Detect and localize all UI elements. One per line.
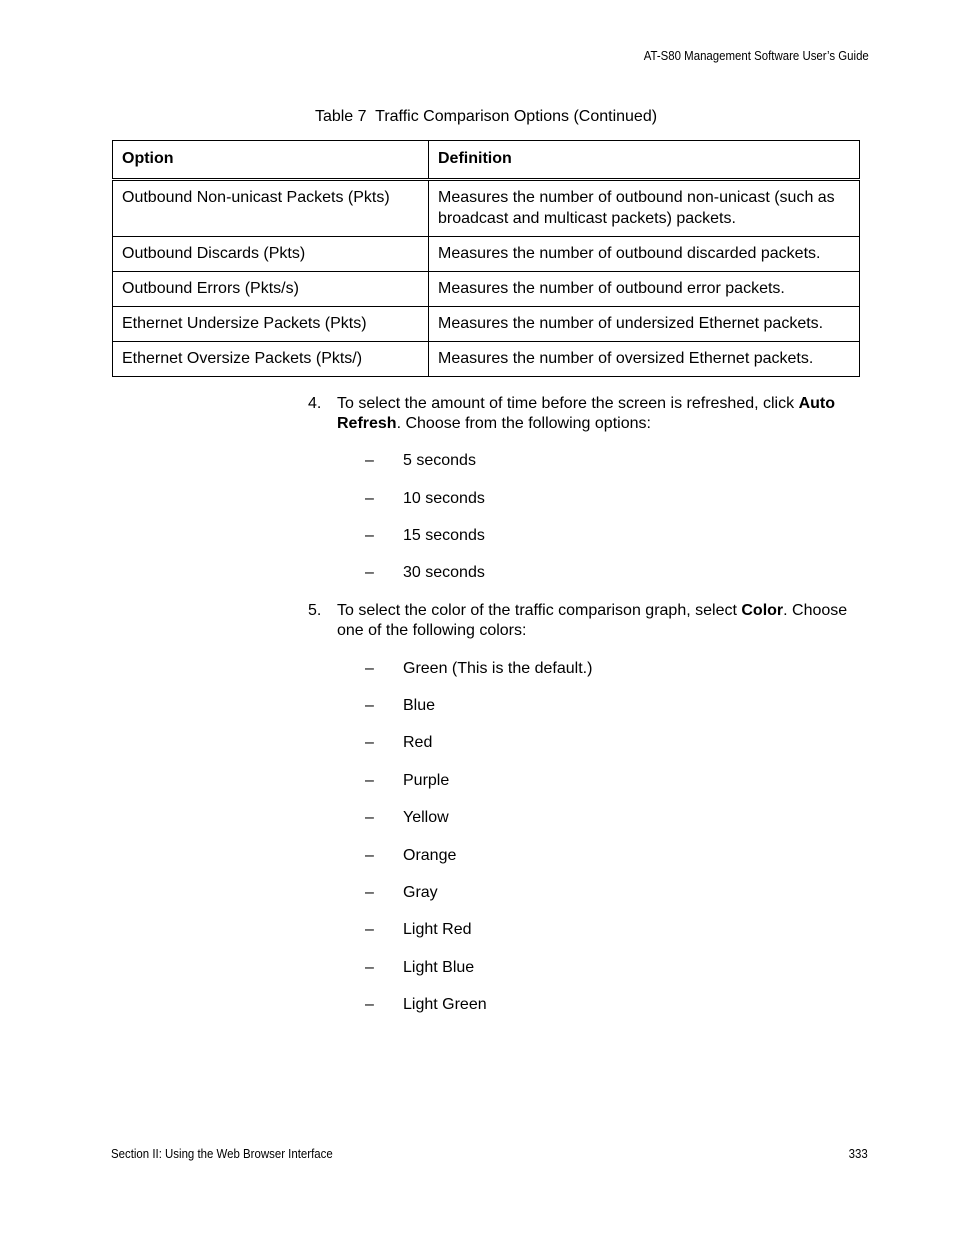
dash-marker: – [365,809,374,826]
list-item [365,451,476,471]
dash-marker: – [365,452,374,469]
option-cell: Outbound Non-unicast Packets (Pkts) [113,180,429,237]
option-cell: Ethernet Oversize Packets (Pkts/) [113,342,429,377]
step-text [337,601,868,641]
definition-cell: Measures the number of outbound error packets. [429,272,860,307]
table-row [113,237,860,272]
dash-marker: – [365,527,374,544]
step-number: 4. [308,395,322,412]
option-label: Purple [403,772,450,789]
step-auto-refresh [308,394,868,434]
table-header-row [113,141,860,180]
step-text-trail: . Choose from the following options: [396,415,651,432]
dash-marker: – [365,734,374,751]
option-label: 5 seconds [403,452,476,469]
option-label: 30 seconds [403,564,485,581]
dash-marker: – [365,921,374,938]
option-label: Light Red [403,921,472,938]
list-item [365,920,472,940]
ui-term-color: Color [741,602,784,619]
option-label: Yellow [403,809,449,826]
option-label: 10 seconds [403,490,485,507]
step-text [337,394,868,434]
dash-marker: – [365,564,374,581]
definition-cell: Measures the number of outbound discarded packets. [429,237,860,272]
dash-marker: – [365,996,374,1013]
ui-term-auto-refresh: Auto Refresh [337,395,835,432]
option-cell: Ethernet Undersize Packets (Pkts) [113,307,429,342]
list-item [365,563,485,583]
list-item [365,995,487,1015]
list-item [365,489,485,509]
option-label: Green (This is the default.) [403,660,593,677]
table-row [113,272,860,307]
option-label: Light Blue [403,959,475,976]
list-item [365,958,474,978]
footer-section-title: Section II: Using the Web Browser Interface [111,1146,333,1161]
option-label: 15 seconds [403,527,485,544]
step-text-lead: To select the amount of time before the screen is refreshed, click [337,395,799,412]
option-cell: Outbound Errors (Pkts/s) [113,272,429,307]
step-text-lead: To select the color of the traffic comparison graph, select [337,602,742,619]
dash-marker: – [365,772,374,789]
step-number: 5. [308,602,322,619]
list-item [365,846,456,866]
dash-marker: – [365,490,374,507]
list-item [365,771,449,791]
dash-marker: – [365,847,374,864]
list-item [365,733,432,753]
option-label: Blue [403,697,436,714]
dash-marker: – [365,884,374,901]
dash-marker: – [365,959,374,976]
step-color [308,601,868,641]
page-number: 333 [848,1146,868,1161]
column-header-option: Option [113,141,429,180]
list-item [365,696,435,716]
running-header: AT-S80 Management Software User’s Guide [643,48,869,63]
table-row [113,342,860,377]
table-caption: Table 7 Traffic Comparison Options (Continued) [314,108,658,125]
option-cell: Outbound Discards (Pkts) [113,237,429,272]
traffic-options-table [112,140,860,377]
list-item [365,808,449,828]
list-item [365,883,438,903]
table-row [113,180,860,237]
definition-cell: Measures the number of oversized Ethernet packets. [429,342,860,377]
option-label: Red [403,734,433,751]
list-item [365,659,592,679]
table-row [113,307,860,342]
column-header-definition: Definition [429,141,860,180]
option-label: Light Green [403,996,487,1013]
list-item [365,526,485,546]
option-label: Orange [403,847,457,864]
definition-cell: Measures the number of outbound non-unicast (such as broadcast and multicast packets) packets. [429,180,860,237]
dash-marker: – [365,697,374,714]
option-label: Gray [403,884,438,901]
definition-cell: Measures the number of undersized Ethernet packets. [429,307,860,342]
step-text-trail: . Choose one of the following colors: [337,602,848,639]
dash-marker: – [365,660,374,677]
